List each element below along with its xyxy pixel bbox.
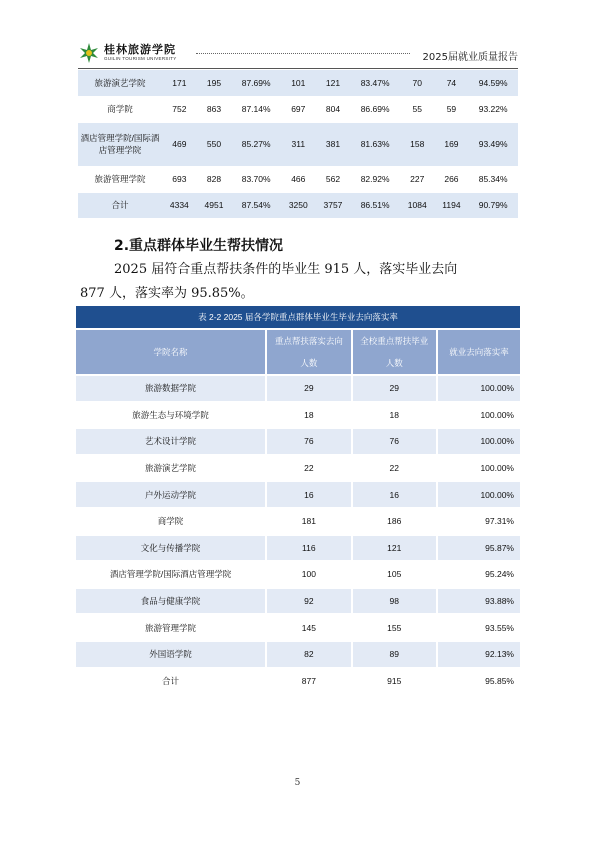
value-cell: 59 <box>435 96 469 122</box>
placed-count-cell: 82 <box>266 641 351 668</box>
value-cell: 752 <box>162 96 197 122</box>
value-cell: 85.34% <box>468 166 518 192</box>
placement-rate-cell: 95.87% <box>437 535 520 562</box>
section-heading: 2.重点群体毕业生帮扶情况 <box>114 238 284 254</box>
header-total-count-text: 全校重点帮扶毕业人数 <box>360 336 429 368</box>
table-row <box>76 402 520 429</box>
placed-count-cell: 18 <box>266 402 351 429</box>
total-count-cell: 29 <box>352 375 437 402</box>
placed-count-cell: 145 <box>266 614 351 641</box>
value-cell: 93.49% <box>468 122 518 166</box>
college-name-cell: 合计 <box>76 668 266 695</box>
table-row <box>76 668 520 695</box>
university-logo <box>78 40 177 66</box>
header-placement-rate-text: 就业去向落实率 <box>449 347 509 357</box>
total-count-cell: 18 <box>352 402 437 429</box>
total-count-cell: 155 <box>352 614 437 641</box>
total-count-cell: 915 <box>352 668 437 695</box>
placed-count-cell: 181 <box>266 508 351 535</box>
college-name-cell: 外国语学院 <box>76 641 266 668</box>
value-cell: 55 <box>400 96 435 122</box>
header-rule <box>78 68 518 69</box>
value-cell: 93.22% <box>468 96 518 122</box>
college-name-cell: 户外运动学院 <box>76 481 266 508</box>
value-cell: 3250 <box>281 192 316 218</box>
total-count-cell: 105 <box>352 561 437 588</box>
total-count-cell: 186 <box>352 508 437 535</box>
value-cell: 87.69% <box>231 70 281 96</box>
value-cell: 86.69% <box>350 96 400 122</box>
table-row <box>76 481 520 508</box>
total-count-cell: 22 <box>352 455 437 482</box>
header-placed-count <box>266 330 351 375</box>
total-count-cell: 76 <box>352 428 437 455</box>
placement-rate-cell: 100.00% <box>437 402 520 429</box>
college-name-cell: 旅游生态与环境学院 <box>76 402 266 429</box>
table-row <box>76 614 520 641</box>
logo-english-text: GUILIN TOURISM UNIVERSITY <box>104 56 177 62</box>
value-cell: 381 <box>316 122 351 166</box>
placed-count-cell: 29 <box>266 375 351 402</box>
value-cell: 82.92% <box>350 166 400 192</box>
table-row <box>76 641 520 668</box>
value-cell: 227 <box>400 166 435 192</box>
value-cell: 81.63% <box>350 122 400 166</box>
value-cell: 1194 <box>435 192 469 218</box>
placement-rate-cell: 95.24% <box>437 561 520 588</box>
value-cell: 266 <box>435 166 469 192</box>
value-cell: 562 <box>316 166 351 192</box>
table-row <box>76 508 520 535</box>
header-dot-leader <box>196 53 410 54</box>
college-name-cell: 旅游管理学院 <box>76 614 266 641</box>
value-cell: 87.54% <box>231 192 281 218</box>
placement-rate-cell: 92.13% <box>437 641 520 668</box>
value-cell: 469 <box>162 122 197 166</box>
college-name-cell: 旅游管理学院 <box>78 166 162 192</box>
table-row <box>78 122 518 166</box>
college-name-cell: 旅游演艺学院 <box>76 455 266 482</box>
table-row <box>76 588 520 615</box>
total-count-cell: 98 <box>352 588 437 615</box>
college-name-cell: 艺术设计学院 <box>76 428 266 455</box>
key-group-rate-table <box>76 330 520 695</box>
total-count-cell: 121 <box>352 535 437 562</box>
report-title: 2025届就业质量报告 <box>422 52 518 63</box>
header-college-name: 学院名称 <box>76 330 266 375</box>
placement-rate-cell: 100.00% <box>437 455 520 482</box>
value-cell: 169 <box>435 122 469 166</box>
value-cell: 74 <box>435 70 469 96</box>
total-count-cell: 89 <box>352 641 437 668</box>
placed-count-cell: 16 <box>266 481 351 508</box>
table-row <box>78 166 518 192</box>
table-row <box>76 455 520 482</box>
placed-count-cell: 76 <box>266 428 351 455</box>
placement-rate-cell: 100.00% <box>437 428 520 455</box>
value-cell: 87.14% <box>231 96 281 122</box>
page-header <box>78 40 518 66</box>
page-number: 5 <box>294 778 301 788</box>
college-name-cell: 文化与传播学院 <box>76 535 266 562</box>
placement-rate-cell: 93.55% <box>437 614 520 641</box>
value-cell: 121 <box>316 70 351 96</box>
total-count-cell: 16 <box>352 481 437 508</box>
placed-count-cell: 877 <box>266 668 351 695</box>
college-name-cell: 商学院 <box>76 508 266 535</box>
placement-rate-cell: 95.85% <box>437 668 520 695</box>
header-placed-count-text: 重点帮扶落实去向人数 <box>274 336 343 368</box>
placed-count-cell: 92 <box>266 588 351 615</box>
value-cell: 195 <box>197 70 232 96</box>
header-placement-rate <box>437 330 520 375</box>
header-total-count <box>352 330 437 375</box>
value-cell: 94.59% <box>468 70 518 96</box>
value-cell: 828 <box>197 166 232 192</box>
value-cell: 693 <box>162 166 197 192</box>
value-cell: 90.79% <box>468 192 518 218</box>
table-row <box>78 70 518 96</box>
value-cell: 86.51% <box>350 192 400 218</box>
table-row <box>76 428 520 455</box>
placed-count-cell: 22 <box>266 455 351 482</box>
college-name-cell: 食品与健康学院 <box>76 588 266 615</box>
value-cell: 3757 <box>316 192 351 218</box>
placement-rate-cell: 100.00% <box>437 481 520 508</box>
placed-count-cell: 116 <box>266 535 351 562</box>
paragraph-line-2: 877 人，落实率为 95.85%。 <box>80 286 254 301</box>
value-cell: 83.47% <box>350 70 400 96</box>
table-row <box>76 375 520 402</box>
table-caption: 表 2-2 2025 届各学院重点群体毕业生毕业去向落实率 <box>76 306 520 330</box>
placement-rate-cell: 100.00% <box>437 375 520 402</box>
value-cell: 70 <box>400 70 435 96</box>
value-cell: 311 <box>281 122 316 166</box>
value-cell: 1084 <box>400 192 435 218</box>
value-cell: 550 <box>197 122 232 166</box>
placed-count-cell: 100 <box>266 561 351 588</box>
table-row <box>78 192 518 218</box>
value-cell: 158 <box>400 122 435 166</box>
value-cell: 4951 <box>197 192 232 218</box>
logo-chinese-text: 桂林旅游学院 <box>104 43 176 57</box>
value-cell: 804 <box>316 96 351 122</box>
value-cell: 4334 <box>162 192 197 218</box>
college-employment-table-continued <box>78 70 518 219</box>
college-name-cell: 酒店管理学院/国际酒店管理学院 <box>78 122 162 166</box>
college-name-cell: 商学院 <box>78 96 162 122</box>
table-row <box>76 535 520 562</box>
table-row <box>76 561 520 588</box>
college-name-cell: 旅游数据学院 <box>76 375 266 402</box>
college-name-cell: 合计 <box>78 192 162 218</box>
value-cell: 101 <box>281 70 316 96</box>
college-name-cell: 旅游演艺学院 <box>78 70 162 96</box>
table-row <box>78 96 518 122</box>
placement-rate-cell: 97.31% <box>437 508 520 535</box>
value-cell: 697 <box>281 96 316 122</box>
value-cell: 85.27% <box>231 122 281 166</box>
placement-rate-cell: 93.88% <box>437 588 520 615</box>
college-name-cell: 酒店管理学院/国际酒店管理学院 <box>76 561 266 588</box>
value-cell: 83.70% <box>231 166 281 192</box>
key-group-table <box>76 306 520 695</box>
value-cell: 171 <box>162 70 197 96</box>
paragraph-line-1: 2025 届符合重点帮扶条件的毕业生 915 人，落实毕业去向 <box>114 262 458 277</box>
section-paragraph <box>80 258 520 306</box>
value-cell: 863 <box>197 96 232 122</box>
table-header-row <box>76 330 520 375</box>
value-cell: 466 <box>281 166 316 192</box>
university-emblem-icon <box>78 42 100 64</box>
